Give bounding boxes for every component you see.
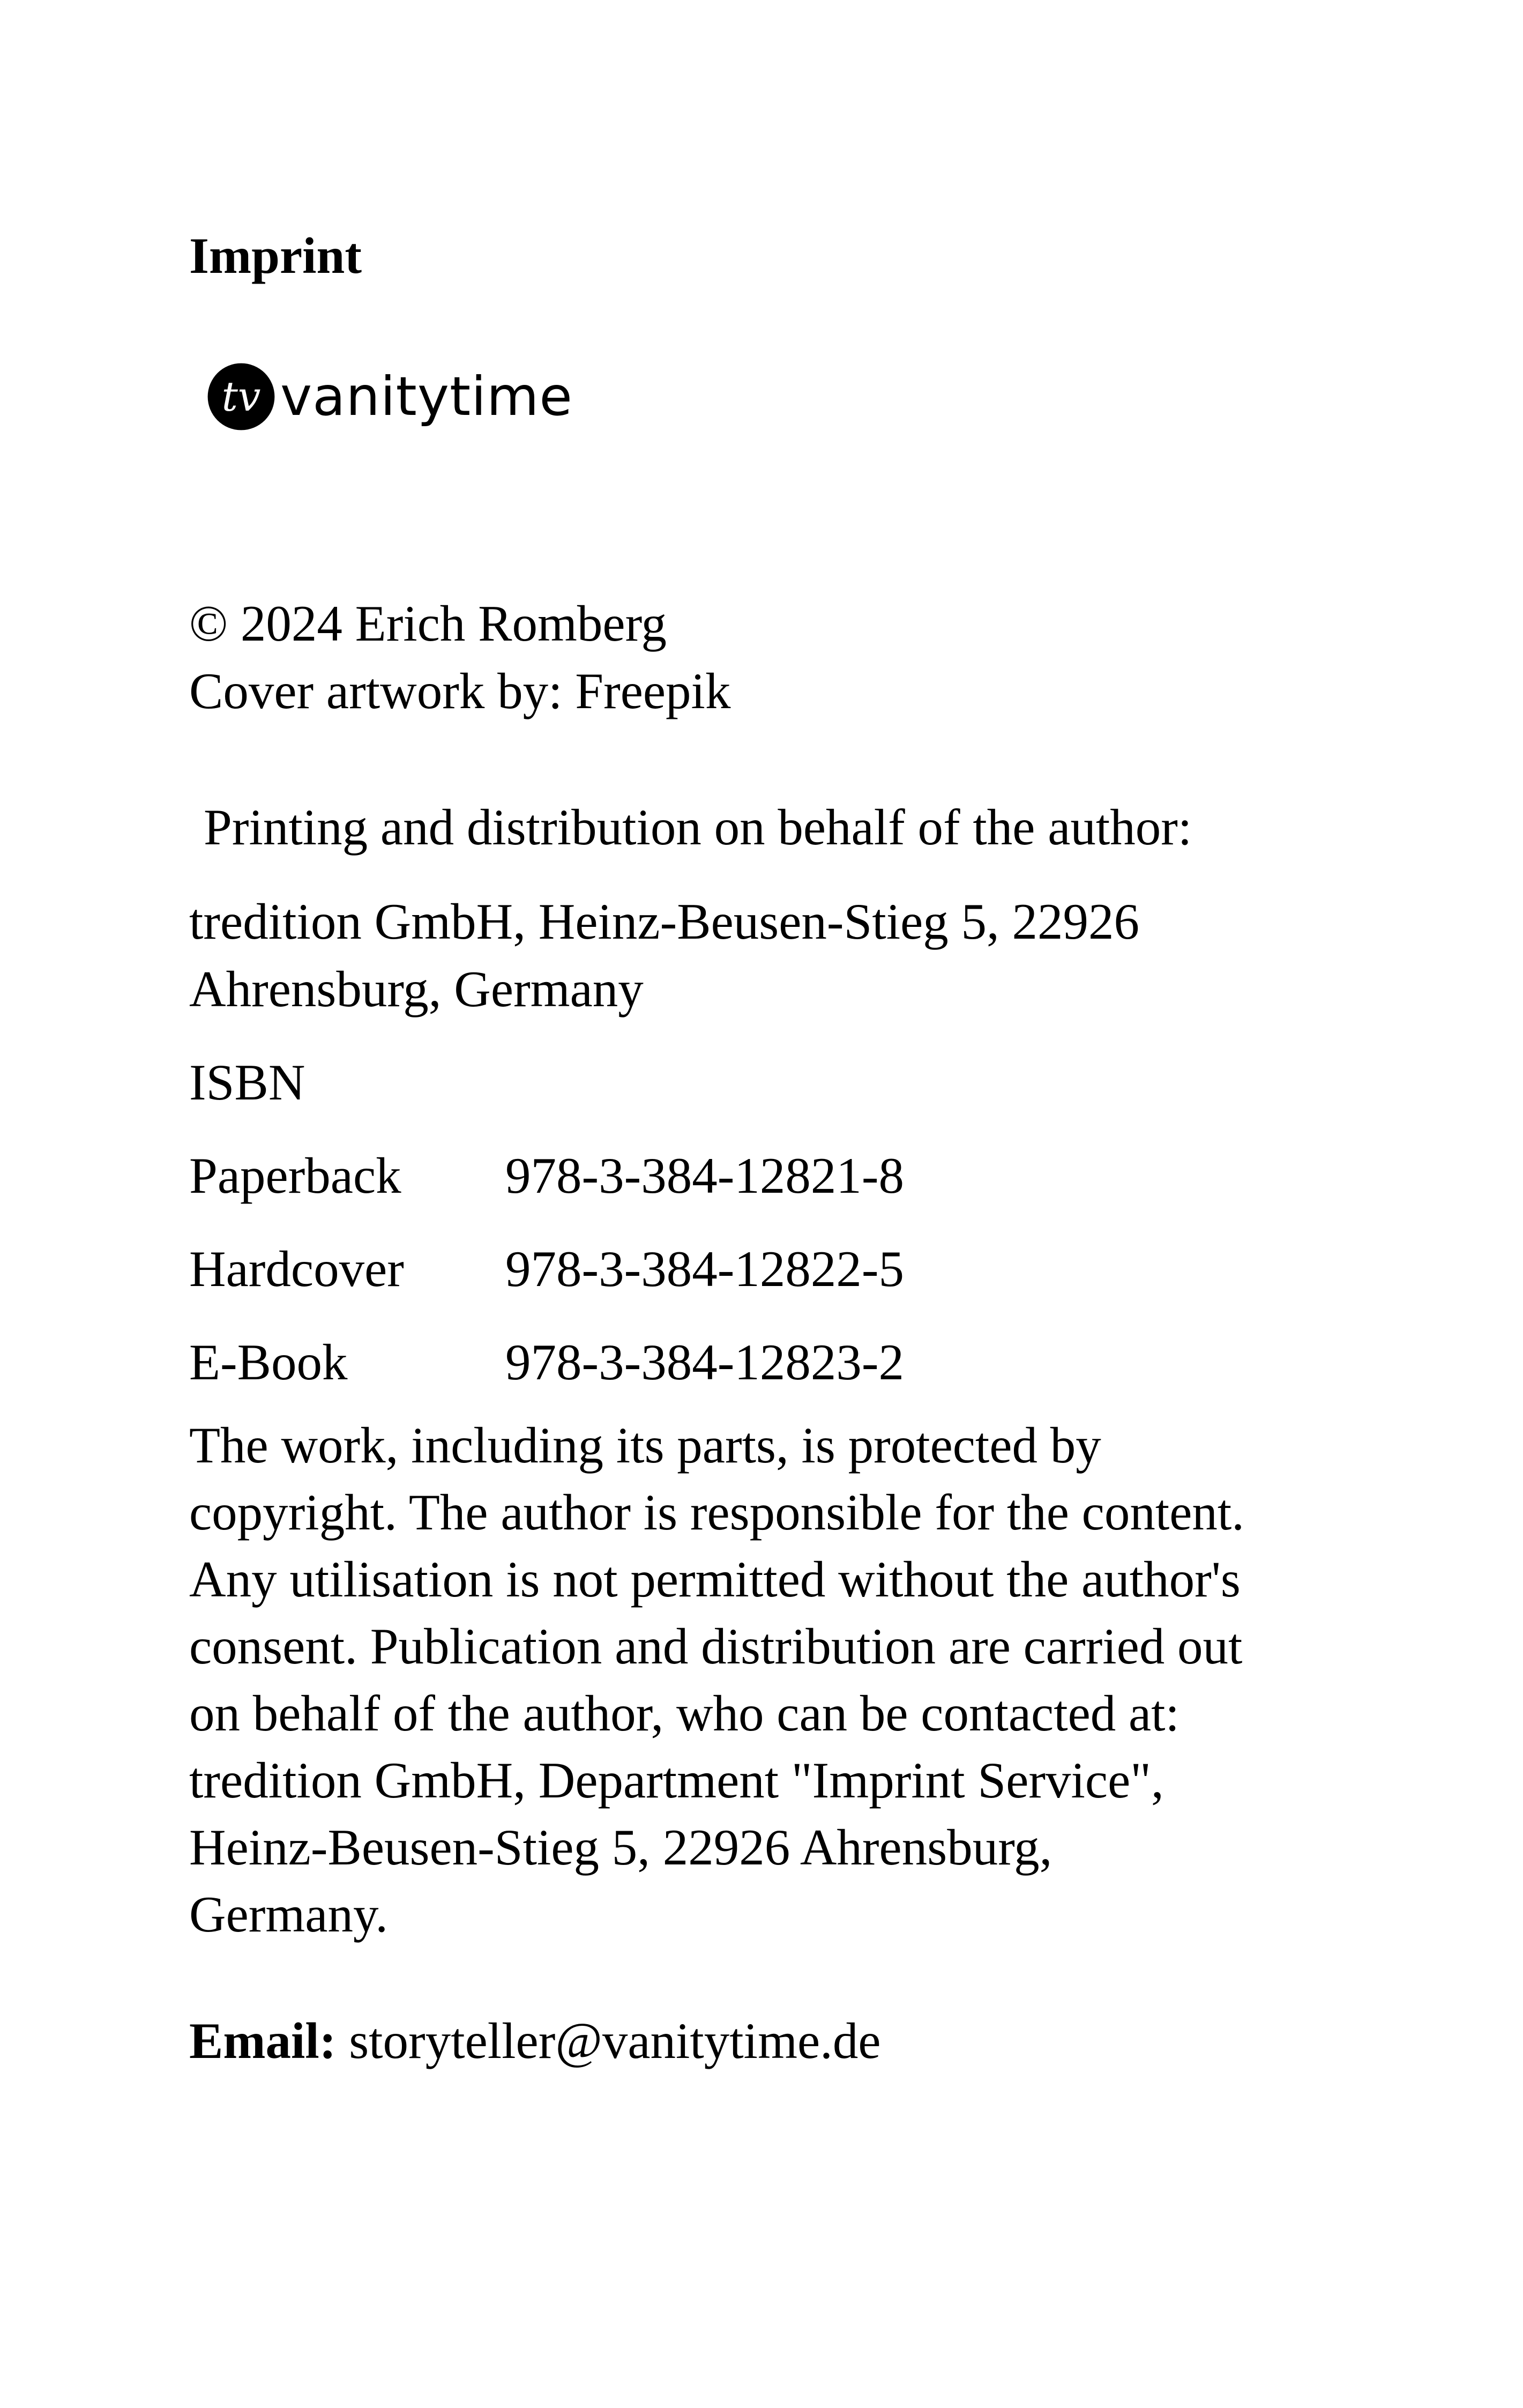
isbn-format-hardcover: Hardcover <box>189 1240 404 1297</box>
notice-line: tredition GmbH, Department "Imprint Service", <box>189 1752 1164 1809</box>
copyright-line: © 2024 Erich Romberg <box>189 595 667 652</box>
logo-mark-text: tv <box>221 373 261 420</box>
tv-monogram-icon <box>206 362 276 432</box>
notice-line: on behalf of the author, who can be contacted at: <box>189 1685 1179 1742</box>
copyright-notice <box>189 1412 1368 1948</box>
page-title: Imprint <box>189 227 362 284</box>
notice-line: consent. Publication and distribution are carried out <box>189 1618 1243 1675</box>
notice-line: Heinz-Beusen-Stieg 5, 22926 Ahrensburg, <box>189 1819 1052 1876</box>
email-address[interactable]: storyteller@vanitytime.de <box>349 2012 881 2069</box>
publisher-address-line-2: Ahrensburg, Germany <box>189 961 644 1017</box>
publisher-address-line-1: tredition GmbH, Heinz-Beusen-Stieg 5, 22926 <box>189 893 1140 950</box>
logo-name: vanitytime <box>280 365 573 428</box>
isbn-number-hardcover: 978-3-384-12822-5 <box>505 1240 905 1297</box>
isbn-number-paperback: 978-3-384-12821-8 <box>505 1147 905 1204</box>
isbn-heading: ISBN <box>189 1054 305 1111</box>
cover-credit: Cover artwork by: Freepik <box>189 663 731 719</box>
isbn-number-ebook: 978-3-384-12823-2 <box>505 1334 905 1391</box>
isbn-format-paperback: Paperback <box>189 1147 401 1204</box>
publisher-logo <box>206 351 573 442</box>
printing-intro: Printing and distribution on behalf of the author: <box>204 799 1192 856</box>
email-label: Email: <box>189 2012 337 2069</box>
notice-line: Germany. <box>189 1886 389 1943</box>
notice-line: The work, including its parts, is protected by <box>189 1417 1101 1474</box>
email-line <box>189 2012 881 2069</box>
notice-line: Any utilisation is not permitted without the author's <box>189 1551 1241 1608</box>
notice-line: copyright. The author is responsible for the content. <box>189 1484 1245 1541</box>
isbn-format-ebook: E-Book <box>189 1334 348 1391</box>
